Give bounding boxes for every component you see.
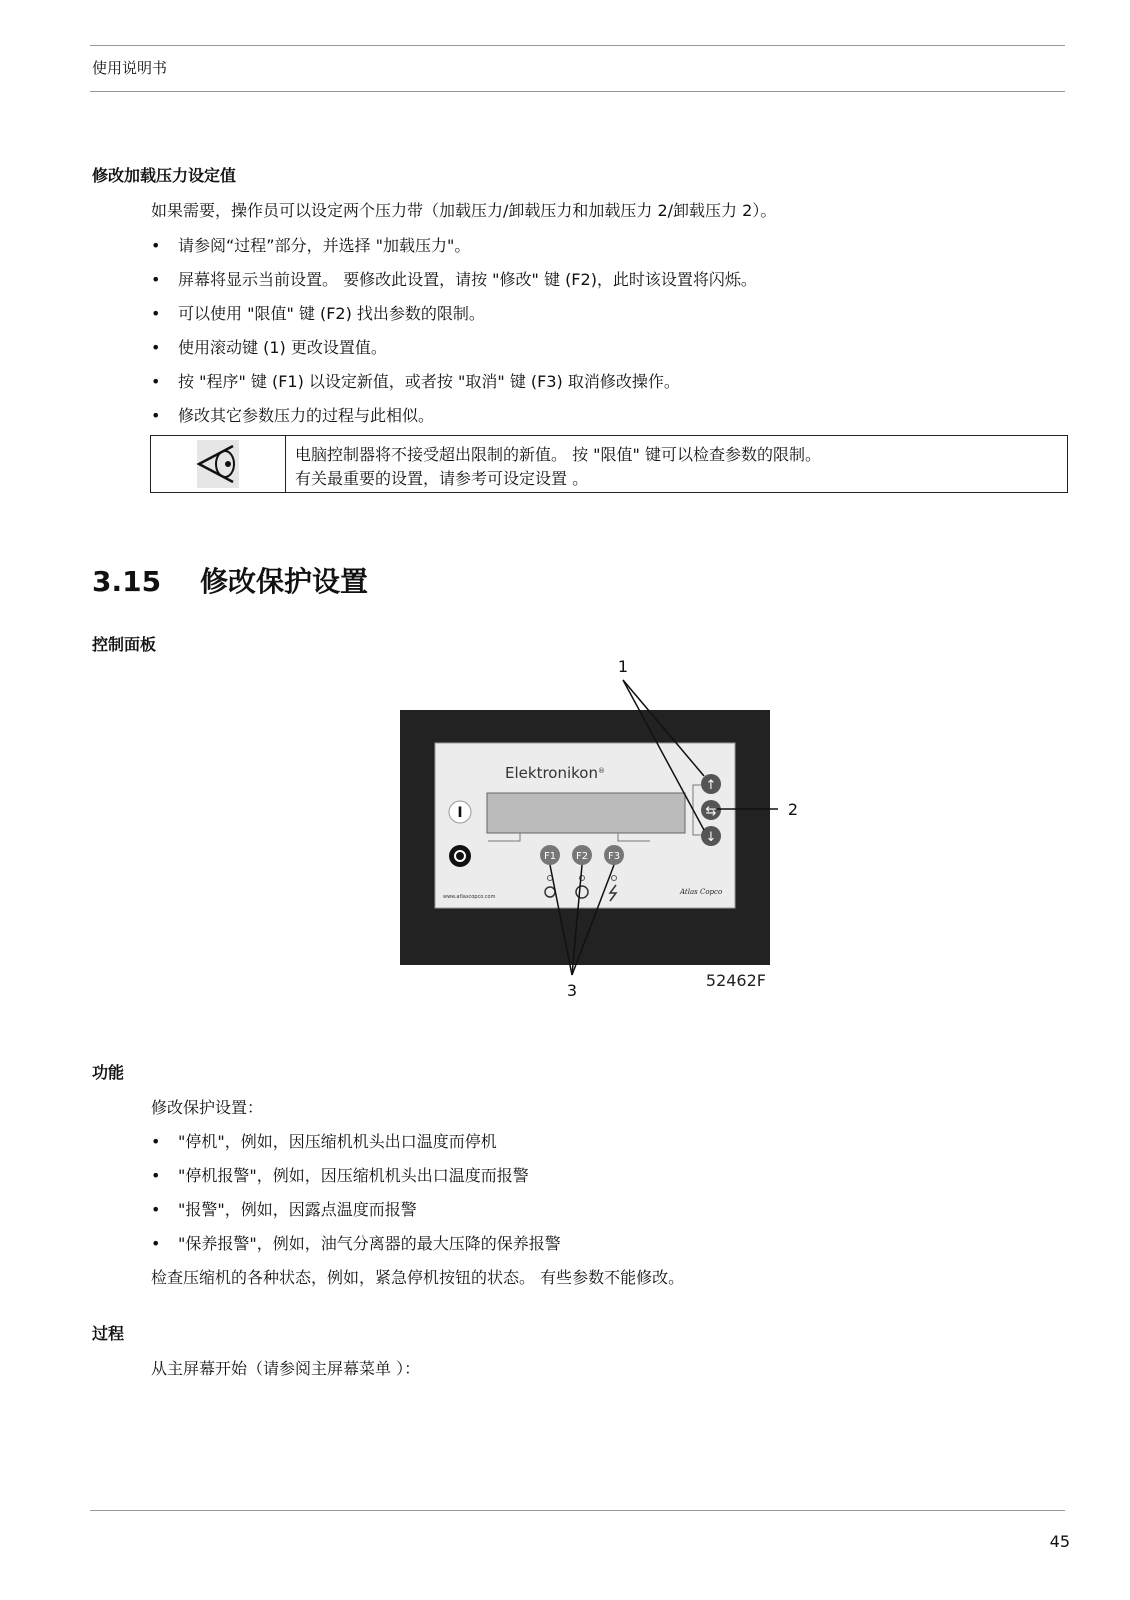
list-item: • 修改其它参数压力的过程与此相似。 bbox=[151, 406, 435, 425]
f1-label: F1 bbox=[543, 851, 557, 862]
page-number: 45 bbox=[1049, 1532, 1070, 1551]
callout-1: 1 bbox=[617, 660, 629, 676]
eye-icon bbox=[151, 436, 285, 492]
note-line-1: 电脑控制器将不接受超出限制的新值。 按 "限值" 键可以检查参数的限制。 bbox=[295, 445, 821, 464]
svg-text:⇆: ⇆ bbox=[705, 804, 717, 819]
svg-text:I: I bbox=[457, 805, 463, 821]
callout-2: 2 bbox=[787, 800, 799, 819]
display-screen bbox=[487, 793, 685, 833]
svg-text:↑: ↑ bbox=[705, 778, 717, 793]
list-item: • 请参阅“过程”部分，并选择 "加载压力"。 bbox=[151, 236, 471, 255]
f3-label: F3 bbox=[607, 851, 621, 862]
process-heading: 过程 bbox=[92, 1324, 125, 1343]
section-heading-load-pressure: 修改加载压力设定值 bbox=[92, 166, 237, 185]
footer-rule bbox=[90, 1510, 1065, 1511]
callout-3: 3 bbox=[566, 981, 578, 1000]
svg-text:↓: ↓ bbox=[705, 830, 717, 845]
list-item: • "停机"，例如，因压缩机机头出口温度而停机 bbox=[151, 1132, 497, 1151]
function-heading: 功能 bbox=[92, 1063, 125, 1082]
function-intro: 修改保护设置： bbox=[151, 1098, 264, 1117]
url-label: www.atlascopco.com bbox=[443, 894, 496, 900]
panel-heading: 控制面板 bbox=[92, 635, 157, 654]
list-item: • 使用滚动键 (1) 更改设置值。 bbox=[151, 338, 387, 357]
control-panel-figure bbox=[380, 660, 840, 1020]
list-item: • "报警"，例如，因露点温度而报警 bbox=[151, 1200, 417, 1219]
note-line-2: 有关最重要的设置，请参考可设定设置 。 bbox=[295, 469, 589, 488]
process-intro: 从主屏幕开始（请参阅主屏幕菜单 ）： bbox=[151, 1359, 421, 1378]
figure-id: 52462F bbox=[705, 971, 766, 990]
header-rule-top bbox=[90, 45, 1065, 46]
list-item: • "停机报警"，例如，因压缩机机头出口温度而报警 bbox=[151, 1166, 529, 1185]
list-item: • "保养报警"，例如，油气分离器的最大压降的保养报警 bbox=[151, 1234, 561, 1253]
intro-paragraph: 如果需要，操作员可以设定两个压力带（加载压力/卸载压力和加载压力 2/卸载压力 2）。 bbox=[151, 201, 777, 220]
header-title: 使用说明书 bbox=[92, 59, 168, 77]
brand-label: Elektronikon® bbox=[505, 764, 605, 782]
list-item: • 可以使用 "限值" 键 (F2) 找出参数的限制。 bbox=[151, 304, 485, 323]
f2-label: F2 bbox=[575, 851, 589, 862]
note-box bbox=[150, 435, 1068, 493]
section-title: 3.15 修改保护设置 bbox=[92, 565, 369, 598]
list-item: • 按 "程序" 键 (F1) 以设定新值，或者按 "取消" 键 (F3) 取消修改操作。 bbox=[151, 372, 680, 391]
function-outro: 检查压缩机的各种状态，例如，紧急停机按钮的状态。 有些参数不能修改。 bbox=[151, 1268, 685, 1287]
list-item: • 屏幕将显示当前设置。 要修改此设置，请按 "修改" 键 (F2)，此时该设置将闪烁。 bbox=[151, 270, 757, 289]
header-rule-bottom bbox=[90, 91, 1065, 92]
stop-button bbox=[449, 845, 471, 867]
atlas-copco-logo: Atlas Copco bbox=[680, 888, 723, 896]
